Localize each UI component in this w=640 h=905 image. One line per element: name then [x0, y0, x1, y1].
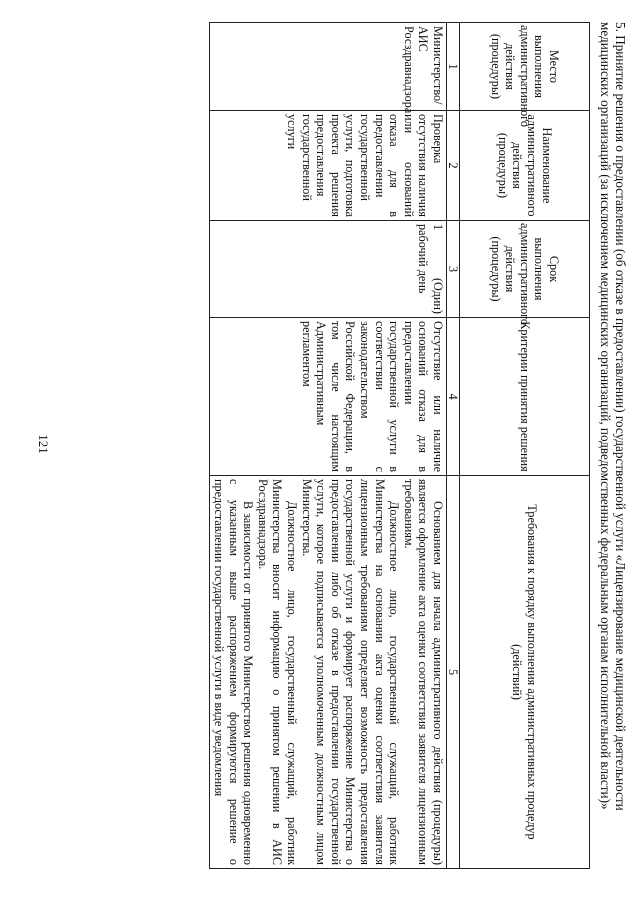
- column-number: 3: [447, 221, 460, 318]
- cell-action-name: Проверка отсутствия наличия или оснований отказа для в предоставлении государственной услуги, подготовка проекта решения предоставления государственной услуги: [210, 111, 447, 221]
- column-number: 1: [447, 23, 460, 111]
- requirements-paragraph: Должностное лицо, государственный служащий, работник Министерства вносит информацию о принятом решении в АИС Росздравнадзора.: [255, 479, 300, 865]
- header-requirements: Требования к порядку выполнения административных процедур (действий): [460, 476, 590, 869]
- header-action-name: Наименование административного действия (процедуры): [460, 111, 590, 221]
- column-number: 5: [447, 476, 460, 869]
- header-term: Срок выполнения административного действия (процедуры): [460, 221, 590, 318]
- table-row: [210, 23, 447, 869]
- landscape-page: [62, 22, 634, 884]
- cell-criteria: Отсутствие или наличие оснований отказа для в предоставлении государственной услуги в соответствии с законодательством Российской Федерации, в том числе настоящим Административным регламентом: [210, 318, 447, 476]
- procedure-table: [210, 22, 591, 869]
- column-number: 2: [447, 111, 460, 221]
- cell-term: 1 (Один) рабочий день: [210, 221, 447, 318]
- cell-requirements: [210, 476, 447, 869]
- column-number-row: [447, 23, 460, 869]
- header-criteria: Критерии принятия решения: [460, 318, 590, 476]
- header-place: Место выполнения административного действия (процедуры): [460, 23, 590, 111]
- section-heading: 5. Принятие решения о предоставлении (об отказе в предоставлении) государственной услуги «Лицензирование медицинской деятельности медицинских организаций (за исключением медицинских организаций, подведомственных федеральным органам исполнительной власти)»: [598, 22, 628, 811]
- requirements-paragraph: Основанием для начала административного действия (процедуры) является оформление акта оценки соответствия заявителя лицензионным требованиям.: [401, 479, 445, 865]
- cell-place: Министерство/ АИС Росздравнадзора: [210, 23, 447, 111]
- table-header-row: [460, 23, 590, 869]
- requirements-paragraph: Должностное лицо, государственный служащий, работник Министерства на основании акта оценки соответствия заявителя лицензионным требованиям определяет возможность предоставления государственной услуги и формирует распоряжение Министерства о предоставлении либо об отказе в предоставлении государственной услуги, которое подписывается уполномоченным должностным лицом Министерства.: [299, 479, 402, 865]
- requirements-paragraph: В зависимости от принятого Министерством решения одновременно с указанным выше распоряжением формируются решение о предоставлении государственной услуги в виде уведомления: [212, 479, 256, 865]
- page-number: 121: [36, 434, 51, 454]
- column-number: 4: [447, 318, 460, 476]
